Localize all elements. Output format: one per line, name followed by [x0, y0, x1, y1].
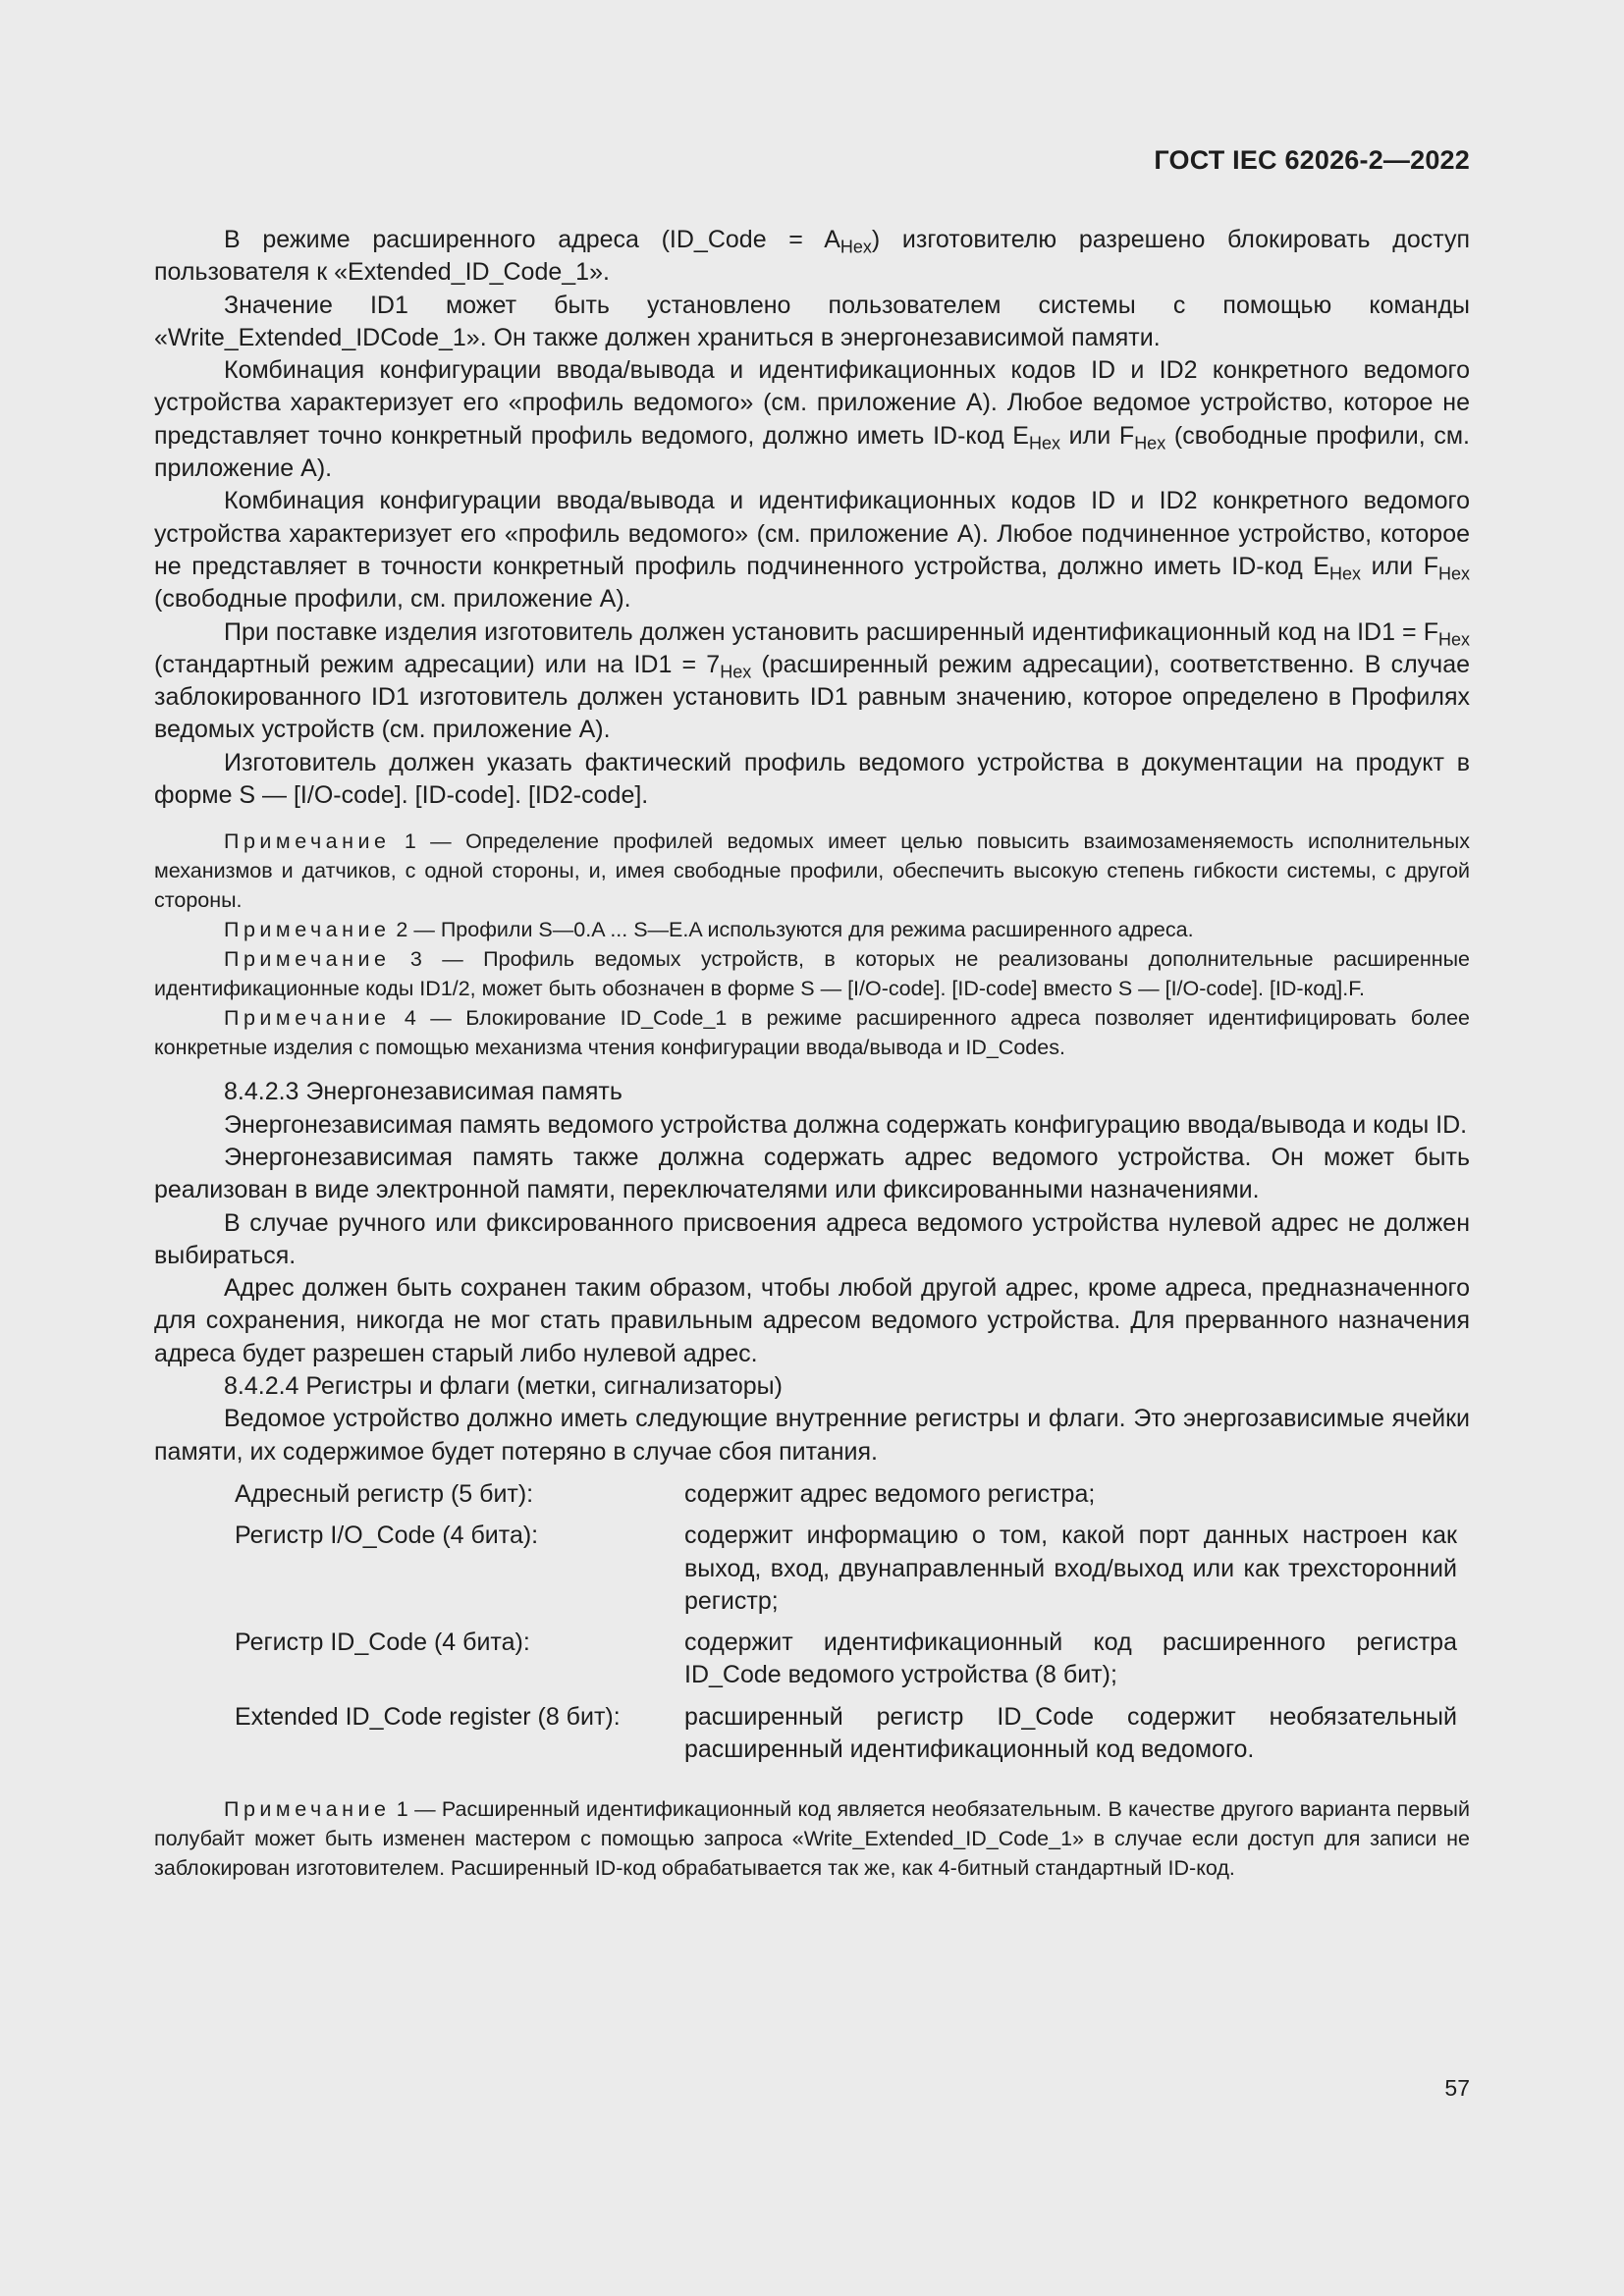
register-table	[235, 1478, 1457, 1775]
note: Примечание 2 — Профили S—0.A ... S—E.A используются для режима расширенного адреса.	[224, 918, 1194, 942]
table-row	[235, 1478, 1457, 1520]
table-row	[235, 1627, 1457, 1701]
paragraph: В режиме расширенного адреса (ID_Code = $A_{Hex}$) изготовителю разрешено блокировать доступ пользователя к «Extended_ID_Code_1».	[154, 226, 1471, 287]
notes-block	[154, 1794, 1470, 1883]
section-heading: 8.4.2.4 Регистры и флаги (метки, сигнализаторы)	[224, 1372, 783, 1401]
register-name: Регистр I/O_Code (4 бита):	[235, 1522, 539, 1550]
register-name: Адресный регистр (5 бит):	[235, 1479, 534, 1508]
table-row	[235, 1520, 1457, 1627]
section-8-4-2-4	[154, 1370, 1470, 1775]
note: Примечание 1 — Определение профилей ведомых имеет целью повысить взаимозаменяемость исполнительных механизмов и датчиков, с одной стороны, и, имея свободные профили, обеспечить высокую степень гибкости системы, с другой стороны.	[154, 829, 1470, 913]
notes-block	[154, 827, 1470, 1062]
register-description: содержит адрес ведомого регистра;	[684, 1479, 1096, 1508]
paragraph: В случае ручного или фиксированного присвоения адреса ведомого устройства нулевой адрес не должен выбираться.	[154, 1208, 1470, 1269]
table-row	[235, 1701, 1457, 1776]
register-name: Регистр ID_Code (4 бита):	[235, 1629, 530, 1657]
paragraph: Изготовитель должен указать фактический профиль ведомого устройства в документации на продукт в форме S — [I/O-code]. [ID-code]. [ID2-code].	[154, 748, 1470, 810]
register-description: содержит информацию о том, какой порт данных настроен как выход, вход, двунаправленный вход/выход или как трехсторонний регистр;	[684, 1522, 1457, 1615]
paragraph: Энергонезависимая память ведомого устройства должна содержать конфигурацию ввода/вывода и коды ID.	[224, 1110, 1468, 1139]
document-page	[154, 0, 1470, 2296]
page-number: 57	[1444, 2075, 1470, 2101]
section-heading: 8.4.2.3 Энергонезависимая память	[224, 1078, 623, 1106]
register-description: содержит идентификационный код расширенного регистра ID_Code ведомого устройства (8 бит);	[684, 1629, 1457, 1689]
note: Примечание 3 — Профиль ведомых устройств, в которых не реализованы дополнительные расширенные идентификационные коды ID1/2, может быть обозначен в форме S — [I/O-code]. [ID-code] вместо S — [I/O-code]. [ID-код].F.	[154, 947, 1470, 1001]
paragraph: Энергонезависимая память также должна содержать адрес ведомого устройства. Он может быть реализован в виде электронной памяти, переключателями или фиксированными назначениями.	[154, 1143, 1470, 1204]
paragraph: Адрес должен быть сохранен таким образом, чтобы любой другой адрес, кроме адреса, предназначенного для сохранения, никогда не мог стать правильным адресом ведомого устройства. Для прерванного назначения адреса будет разрешен старый либо нулевой адрес.	[154, 1274, 1470, 1367]
paragraph: При поставке изделия изготовитель должен установить расширенный идентификационный код на $ID1 = F_{Hex}$ (стандартный режим адресации) или на $ID1 = 7_{Hex}$ (расширенный режим адресации), соответственно. В случае заблокированного ID1 изготовитель должен установить ID1 равным значению, которое определено в Профилях ведомых устройств (см. приложение А).	[154, 617, 1470, 744]
paragraph: Комбинация конфигурации ввода/вывода и идентификационных кодов ID и ID2 конкретного ведомого устройства характеризует его «профиль ведомого» (см. приложение А). Любое ведомое устройство, которое не представляет точно конкретный профиль ведомого, должно иметь ID-код $E_{Hex}$ или $F_{Hex}$ (свободные профили, см. приложение А).	[154, 356, 1471, 483]
paragraph: Комбинация конфигурации ввода/вывода и идентификационных кодов ID и ID2 конкретного ведомого устройства характеризует его «профиль ведомого» (см. приложение А). Любое подчиненное устройство, которое не представляет в точности конкретный профиль подчиненного устройства, должно иметь ID-код $E_{Hex}$ или $F_{Hex}$ (свободные профили, см. приложение А).	[154, 487, 1470, 614]
note: Примечание 1 — Расширенный идентификационный код является необязательным. В качестве другого варианта первый полубайт может быть изменен мастером с помощью запроса «Write_Extended_ID_Code_1» в случае если доступ для записи не заблокирован изготовителем. Расширенный ID-код обрабатывается так же, как 4-битный стандартный ID-код.	[154, 1797, 1470, 1881]
paragraph: Значение ID1 может быть установлено пользователем системы с помощью команды «Write_Extended_IDCode_1». Он также должен храниться в энергонезависимой памяти.	[154, 291, 1470, 351]
standard-header: ГОСТ IEC 62026-2—2022	[1154, 145, 1470, 175]
paragraph: Ведомое устройство должно иметь следующие внутренние регистры и флаги. Это энергозависимые ячейки памяти, их содержимое будет потеряно в случае сбоя питания.	[154, 1405, 1470, 1466]
register-description: расширенный регистр ID_Code содержит необязательный расширенный идентификационный код ведомого.	[684, 1702, 1457, 1763]
page-body	[154, 224, 1470, 1883]
section-8-4-2-3	[154, 1076, 1470, 1370]
note: Примечание 4 — Блокирование ID_Code_1 в режиме расширенного адреса позволяет идентифицировать более конкретные изделия с помощью механизма чтения конфигурации ввода/вывода и ID_Codes.	[154, 1006, 1470, 1060]
register-name: Extended ID_Code register (8 бит):	[235, 1702, 621, 1731]
